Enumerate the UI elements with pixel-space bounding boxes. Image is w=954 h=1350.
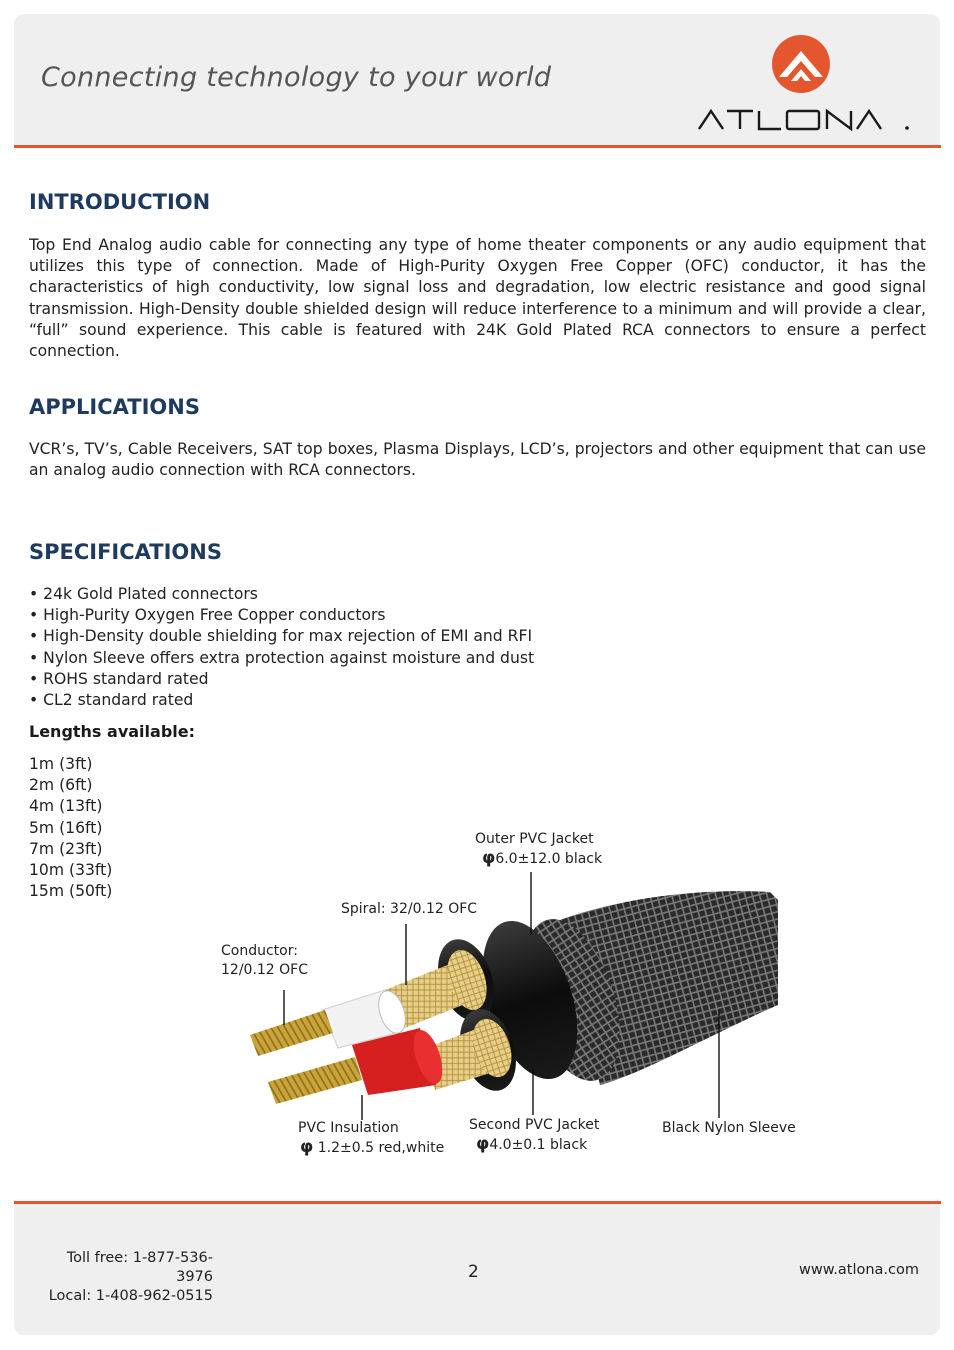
page-number: 2 xyxy=(468,1262,479,1282)
second-jacket-label: Second PVC Jacket φ4.0±0.1 black xyxy=(469,1117,600,1154)
spiral-label: Spiral: 32/0.12 OFC xyxy=(341,901,478,917)
pvc-insulation-label: PVC Insulation φ 1.2±0.5 red,white xyxy=(298,1120,445,1157)
list-item: 10m (33ft) xyxy=(29,861,113,880)
specifications-heading: SPECIFICATIONS xyxy=(29,540,222,564)
list-item: • 24k Gold Plated connectors xyxy=(29,585,258,603)
introduction-text: Top End Analog audio cable for connecting any type of home theater components or any audio equipment that utilizes this type of connection. Made of High-Purity Oxygen Free Copper (OFC) conductor, it has the characteristics of high conductivity, low signal loss and degradation, low electric resistance and good signal transmission. High-Density double shielded design will reduce interference to a minimum and will provide a clear, “full” sound experience. This cable is featured with 24K Gold Plated RCA connectors to ensure a perfect connection. xyxy=(29,236,926,361)
list-item: • CL2 standard rated xyxy=(29,691,194,710)
phi-symbol: φ xyxy=(300,1137,314,1157)
list-item: • High-Density double shielding for max rejection of EMI and RFI xyxy=(29,627,533,646)
tagline: Connecting technology to your world xyxy=(41,62,552,93)
applications-heading: APPLICATIONS xyxy=(29,395,200,419)
list-item: 2m (6ft) xyxy=(29,776,93,795)
list-item: 4m (13ft) xyxy=(29,797,103,816)
list-item: • ROHS standard rated xyxy=(29,669,209,688)
list-item: 5m (16ft) xyxy=(29,818,103,837)
list-item: • High-Purity Oxygen Free Copper conductors xyxy=(29,606,386,625)
conductor-label: Conductor: 12/0.12 OFC xyxy=(221,943,309,978)
list-item: 7m (23ft) xyxy=(29,839,103,858)
lengths-heading: Lengths available: xyxy=(29,722,195,741)
outer-jacket-label: Outer PVC Jacket φ6.0±12.0 black xyxy=(475,831,603,868)
website-link[interactable]: www.atlona.com xyxy=(799,1262,919,1278)
applications-text: VCR’s, TV’s, Cable Receivers, SAT top boxes, Plasma Displays, LCD’s, projectors and other equipment that can use an analog audio connection with RCA connectors. xyxy=(29,440,926,480)
phi-symbol: φ xyxy=(482,848,496,868)
nylon-sleeve-label: Black Nylon Sleeve xyxy=(662,1120,796,1136)
contact-phones xyxy=(30,1249,213,1306)
list-item: • Nylon Sleeve offers extra protection against moisture and dust xyxy=(29,648,535,667)
introduction-heading: INTRODUCTION xyxy=(29,190,211,214)
toll-free-number: Toll free: 1-877-536-3976 xyxy=(66,1250,213,1285)
phi-symbol: φ xyxy=(476,1134,490,1154)
local-number: Local: 1-408-962-0515 xyxy=(48,1288,213,1304)
list-item: 15m (50ft) xyxy=(29,882,113,901)
list-item: 1m (3ft) xyxy=(29,755,93,773)
